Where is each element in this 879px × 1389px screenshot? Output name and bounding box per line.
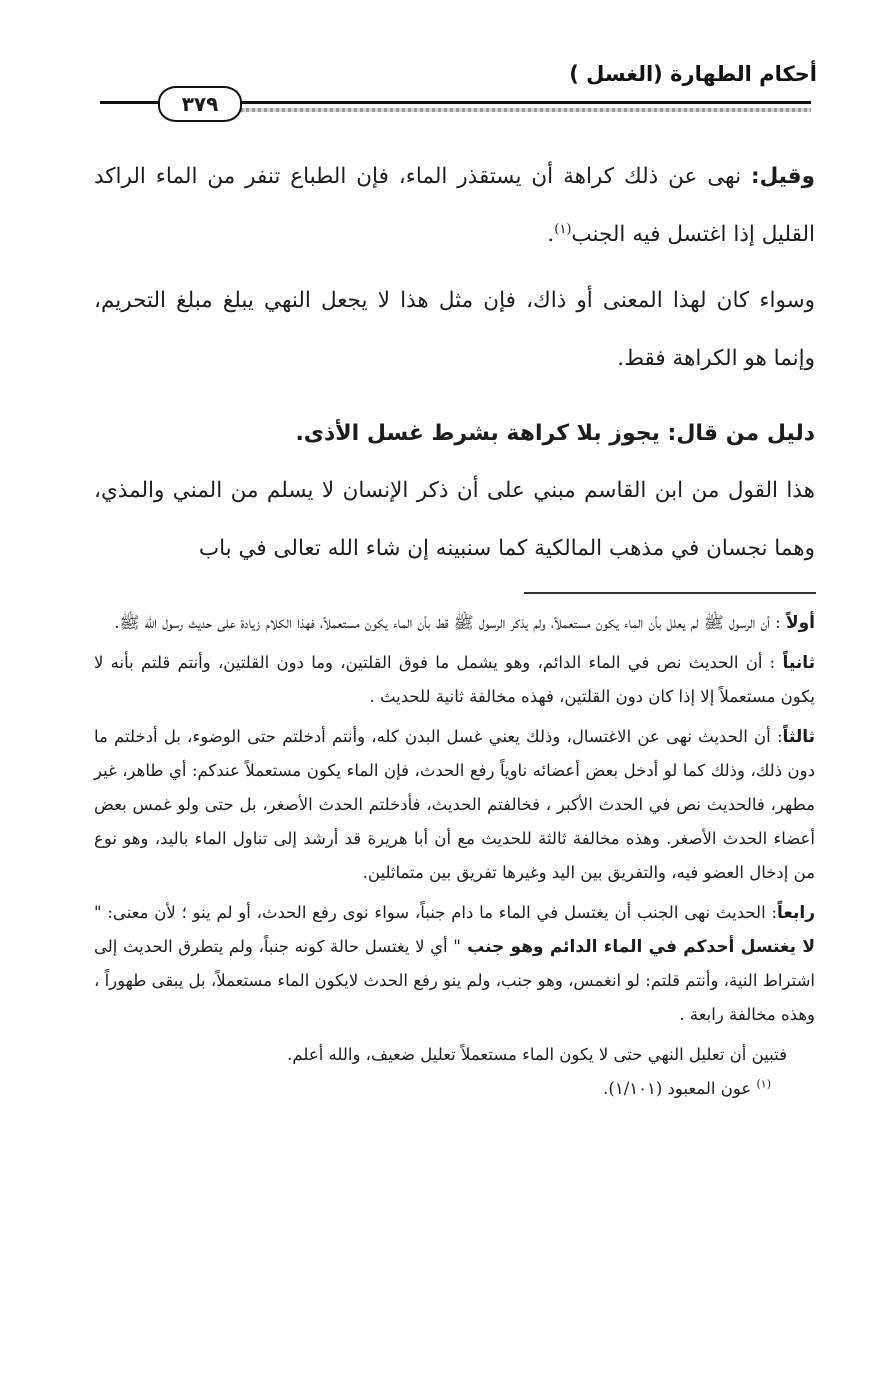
section-heading: دليل من قال: يجوز بلا كراهة بشرط غسل الأذى. <box>295 421 815 446</box>
point-3-lead: ثالثاً <box>782 727 815 747</box>
page-number: ٣٧٩ <box>181 92 219 116</box>
paragraph-1-end: . <box>547 222 555 247</box>
point-2-text: : أن الحديث نص في الماء الدائم، وهو يشمل ما فوق القلتين، وما دون القلتين، وأنتم قلتم بأنه لا يكون مستعملاً إلا إذا كان دون القلتين، فهذه مخالفة ثانية للحديث . <box>94 653 815 706</box>
reference-marker: (١) <box>756 1077 771 1091</box>
footnote-point-2 <box>94 646 815 714</box>
footnote-point-1 <box>94 606 815 640</box>
footnote-separator <box>524 592 816 594</box>
header-rule <box>236 101 811 104</box>
point-4-text-b: " أي لا يغتسل حالة كونه جنباً، ولم يتطرق الحديث إلى اشتراط النية، وأنتم قلتم: لو انغمس، وهو جنب، ولم ينو رفع الحدث لايكون الماء مستعملاً، بل يبقى طهوراً ، وهذه مخالفة رابعة . <box>94 937 815 1024</box>
footnote-marker[interactable]: (١) <box>554 221 572 237</box>
point-1-text: : أن الرسول ﷺ لم يعلل بأن الماء يكون مستعملاً، ولم يذكر الرسول ﷺ قط بأن الماء يكون مستعملاً، فهذا الكلام زيادة على حديث رسول الله ﷺ. <box>114 613 786 632</box>
paragraph-2: وسواء كان لهذا المعنى أو ذاك، فإن مثل هذا لا يجعل النهي يبلغ مبلغ التحريم، وإنما هو الكراهة فقط. <box>94 288 815 371</box>
point-2-lead: ثانياً <box>782 653 815 673</box>
point-4-text-a: : الحديث نهى الجنب أن يغتسل في الماء ما دام جنباً، سواء نوى رفع الحدث، أو لم ينو ؛ لأن معنى: " <box>94 903 778 922</box>
header-rule-dotted <box>240 108 811 112</box>
point-4-lead: رابعاً <box>777 903 815 923</box>
point-3-text: : أن الحديث نهى عن الاغتسال، وذلك يعني غسل البدن كله، وأنتم أدخلتم حتى الوضوء، بل أدخلتم ما دون ذلك، وذلك كما لو أدخل بعض أعضائه ناوياً رفع الحدث، فإن الماء يكون مستعملاً عندكم: أي طاهر، غير مطهر، فالحديث نص في الحدث الأكبر ، فخالفتم الحديث، فأدخلتم الحدث الأصغر، بل حتى ولو غمس بعض أعضاء الحدث الأصغر. وهذه مخالفة ثالثة للحديث مع أن أبا هريرة قد أرشد إلى تناول الماء باليد، وهو نوع من إدخال العضو فيه، والتفريق بين اليد وغيرها تفريق بين متماثلين. <box>94 727 815 882</box>
point-1-lead: أولاً <box>785 613 815 633</box>
page-number-badge <box>158 86 242 122</box>
paragraph-1-lead: وقيل: <box>750 164 815 189</box>
footnotes <box>94 606 815 1106</box>
footnote-point-4 <box>94 896 815 1032</box>
main-text <box>94 148 815 578</box>
running-title: أحكام الطهارة (الغسل ) <box>569 62 817 86</box>
reference-text: عون المعبود (١/١٠١). <box>603 1079 757 1098</box>
footnote-point-3 <box>94 720 815 890</box>
paragraph-1 <box>94 148 815 264</box>
paragraph-3: هذا القول من ابن القاسم مبني على أن ذكر الإنسان لا يسلم من المني والمذي، وهما نجسان في مذهب المالكية كما سنبينه إن شاء الله تعالى في باب <box>94 478 815 561</box>
footnote-reference <box>94 1072 771 1106</box>
point-4-hadith-quote: لا يغتسل أحدكم في الماء الدائم وهو جنب <box>460 937 815 957</box>
paragraph-1-text: نهى عن ذلك كراهة أن يستقذر الماء، فإن الطباع تنفر من الماء الراكد القليل إذا اغتسل فيه الجنب <box>94 164 815 247</box>
header-rule-left <box>100 101 160 104</box>
footnote-conclusion: فتبين أن تعليل النهي حتى لا يكون الماء مستعملاً تعليل ضعيف، والله أعلم. <box>287 1045 787 1064</box>
